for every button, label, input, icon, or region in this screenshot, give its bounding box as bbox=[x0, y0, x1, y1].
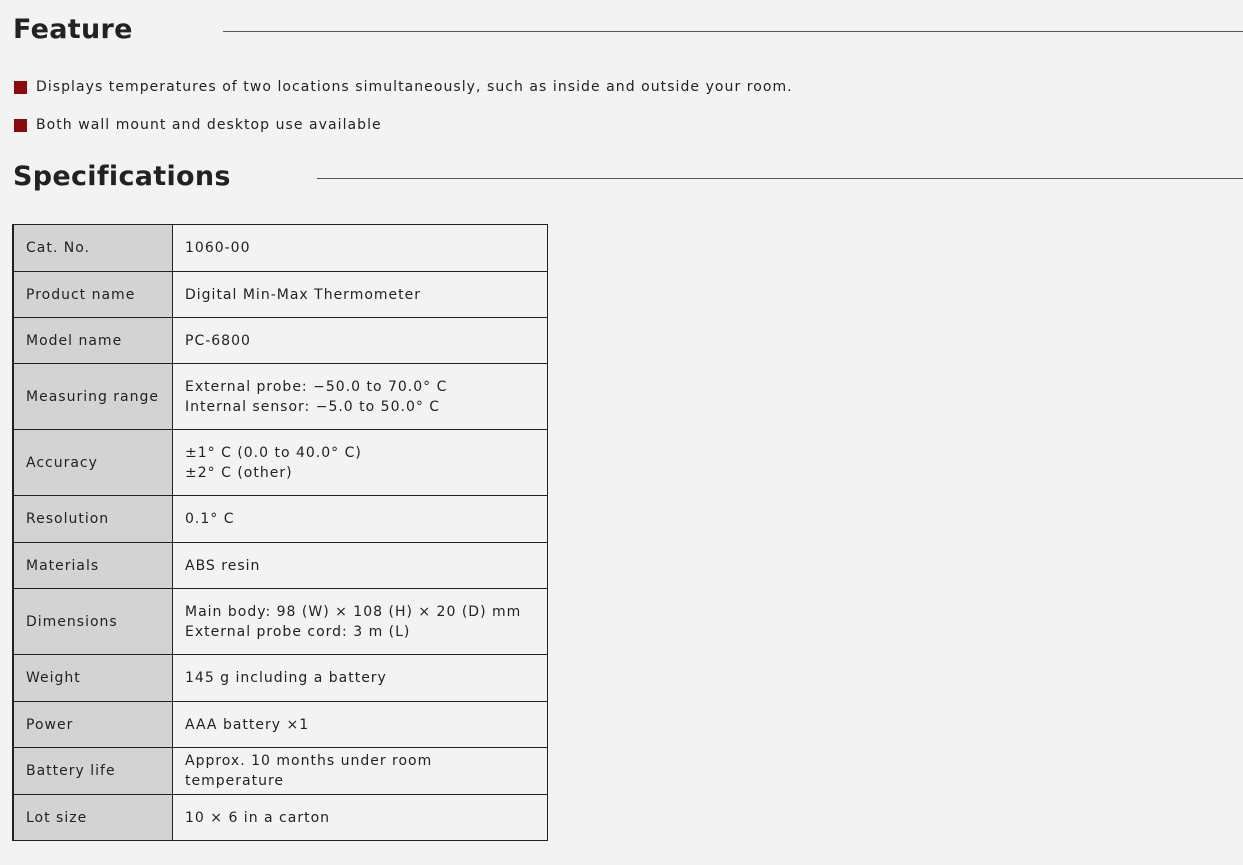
spec-value-line: 1060-00 bbox=[185, 240, 251, 256]
feature-list bbox=[14, 76, 793, 152]
spec-label: Product name bbox=[13, 272, 173, 318]
spec-value-line: Main body: 98 (W) × 108 (H) × 20 (D) mm bbox=[185, 603, 522, 620]
spec-value-line: ±2° C (other) bbox=[185, 464, 293, 481]
table-row bbox=[13, 795, 548, 841]
spec-label: Power bbox=[13, 702, 173, 748]
spec-value-line: External probe: −50.0 to 70.0° C bbox=[185, 378, 448, 395]
spec-value-line: PC-6800 bbox=[185, 332, 251, 349]
spec-value bbox=[173, 496, 548, 543]
table-row bbox=[13, 748, 548, 795]
spec-value bbox=[173, 655, 548, 702]
feature-item bbox=[14, 114, 793, 136]
spec-label: Weight bbox=[13, 655, 173, 702]
spec-label: Lot size bbox=[13, 795, 173, 841]
table-row bbox=[13, 364, 548, 430]
table-row bbox=[13, 225, 548, 272]
feature-heading: Feature bbox=[13, 14, 133, 45]
spec-value-line: Approx. 10 months under room temperature bbox=[185, 753, 433, 789]
specifications-table bbox=[12, 224, 548, 841]
spec-value-line: Internal sensor: −5.0 to 50.0° C bbox=[185, 398, 441, 415]
specifications-divider bbox=[317, 178, 1243, 179]
spec-value bbox=[173, 272, 548, 318]
spec-label: Battery life bbox=[13, 748, 173, 795]
specifications-heading: Specifications bbox=[13, 161, 231, 192]
feature-item bbox=[14, 76, 793, 98]
spec-label: Dimensions bbox=[13, 589, 173, 655]
feature-divider bbox=[223, 31, 1243, 32]
spec-value-line: 10 × 6 in a carton bbox=[185, 809, 331, 826]
spec-label: Measuring range bbox=[13, 364, 173, 430]
spec-value-line: External probe cord: 3 m (L) bbox=[185, 623, 411, 640]
spec-value bbox=[173, 589, 548, 655]
spec-value-line: ±1° C (0.0 to 40.0° C) bbox=[185, 444, 362, 461]
spec-value bbox=[173, 318, 548, 364]
table-row bbox=[13, 430, 548, 496]
table-row bbox=[13, 543, 548, 589]
spec-value-line: Digital Min-Max Thermometer bbox=[185, 286, 422, 303]
feature-item-text: Both wall mount and desktop use available bbox=[36, 117, 382, 133]
table-row bbox=[13, 702, 548, 748]
spec-value-line: 0.1° C bbox=[185, 511, 235, 527]
feature-item-text: Displays temperatures of two locations simultaneously, such as inside and outside your room. bbox=[36, 79, 793, 95]
spec-value bbox=[173, 430, 548, 496]
table-row bbox=[13, 655, 548, 702]
square-bullet-icon bbox=[14, 81, 27, 94]
table-row bbox=[13, 496, 548, 543]
spec-label: Model name bbox=[13, 318, 173, 364]
spec-value bbox=[173, 543, 548, 589]
spec-label: Resolution bbox=[13, 496, 173, 543]
spec-value bbox=[173, 702, 548, 748]
spec-value-line: ABS resin bbox=[185, 557, 261, 574]
spec-value-line: 145 g including a battery bbox=[185, 670, 387, 686]
spec-value-line: AAA battery ×1 bbox=[185, 716, 310, 733]
spec-value bbox=[173, 795, 548, 841]
spec-value bbox=[173, 748, 548, 795]
square-bullet-icon bbox=[14, 119, 27, 132]
spec-label: Cat. No. bbox=[13, 225, 173, 272]
spec-label: Accuracy bbox=[13, 430, 173, 496]
spec-label: Materials bbox=[13, 543, 173, 589]
table-row bbox=[13, 589, 548, 655]
table-row bbox=[13, 272, 548, 318]
spec-value bbox=[173, 364, 548, 430]
spec-value bbox=[173, 225, 548, 272]
table-row bbox=[13, 318, 548, 364]
